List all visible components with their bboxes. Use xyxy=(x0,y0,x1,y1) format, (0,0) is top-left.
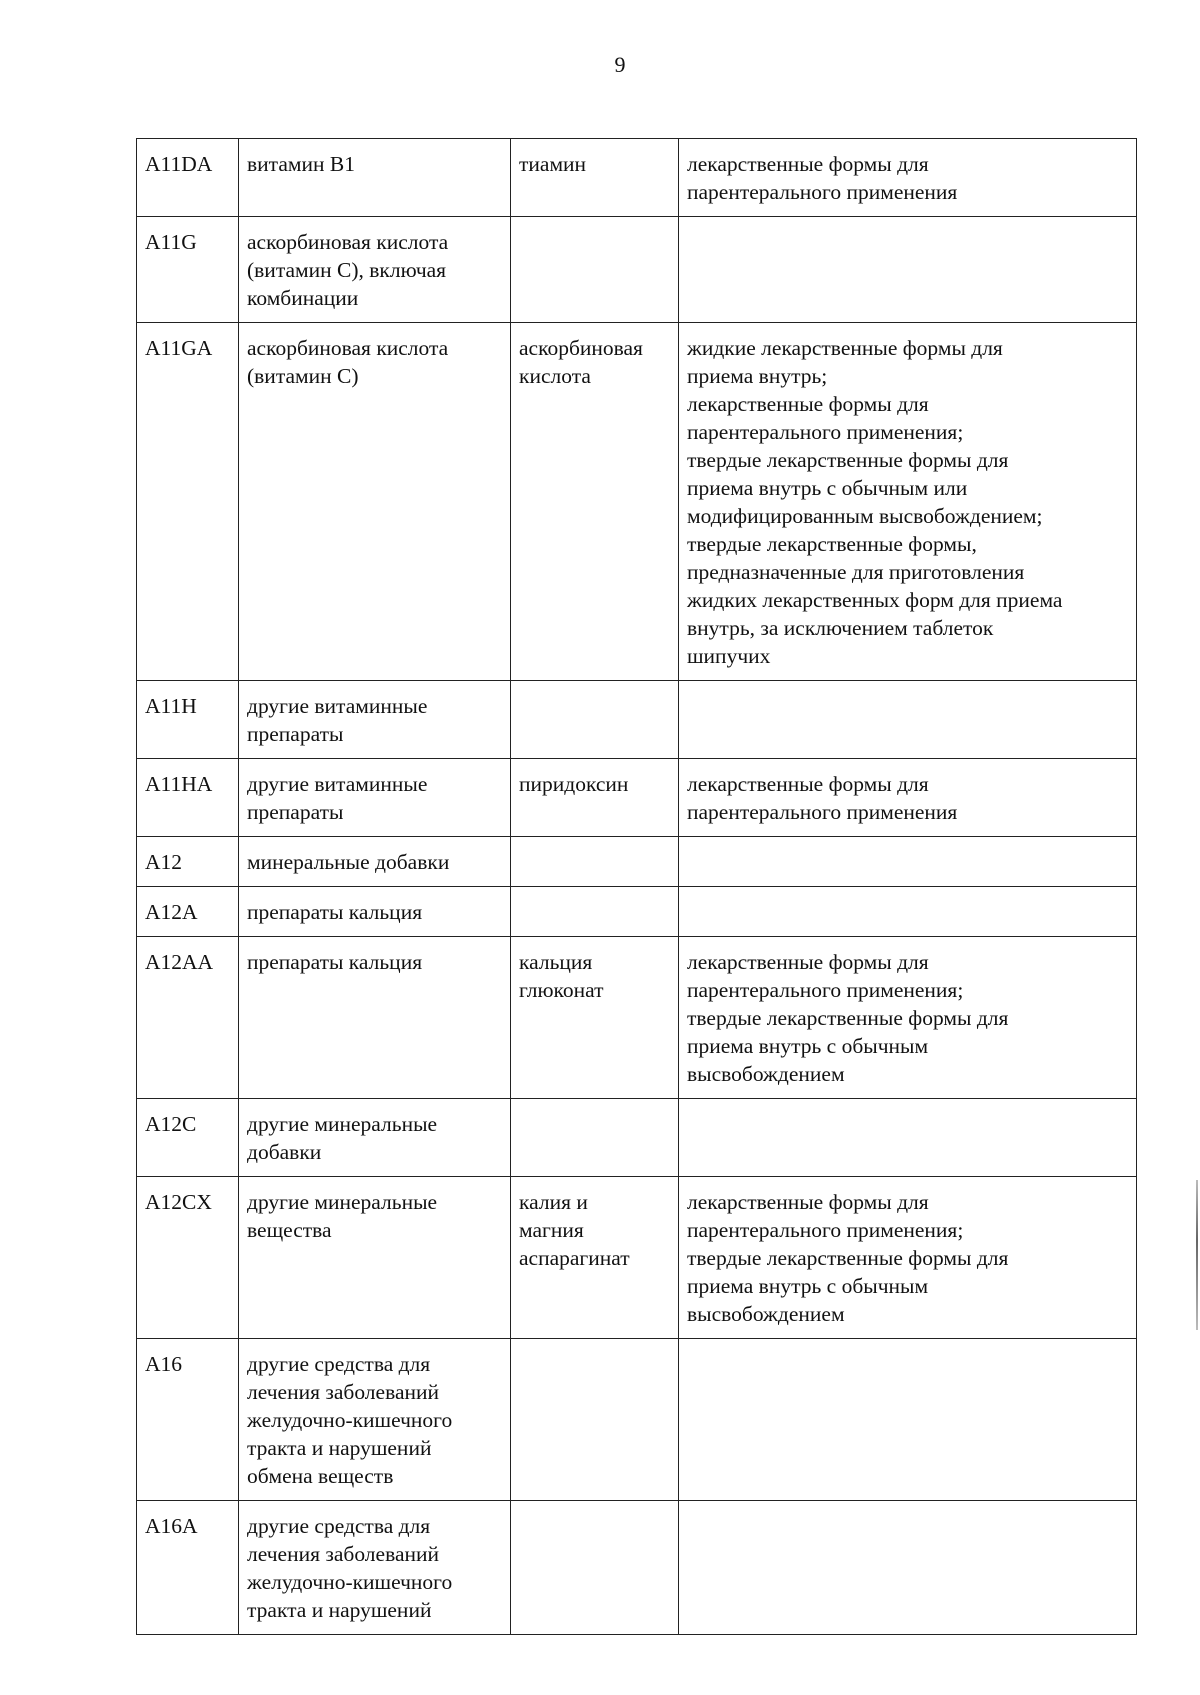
atc-code-cell: A16 xyxy=(137,1339,239,1501)
drug-name-cell: калия и магния аспарагинат xyxy=(511,1177,679,1339)
dosage-form-cell xyxy=(679,1339,1137,1501)
group-cell: другие минеральные добавки xyxy=(239,1099,511,1177)
dosage-form-cell xyxy=(679,1501,1137,1635)
group-cell: минеральные добавки xyxy=(239,837,511,887)
drug-list-table xyxy=(136,138,1137,1635)
group-cell: другие средства для лечения заболеваний желудочно-кишечного тракта и нарушений xyxy=(239,1501,511,1635)
group-cell: препараты кальция xyxy=(239,887,511,937)
group-cell: витамин B1 xyxy=(239,139,511,217)
table-row xyxy=(137,759,1137,837)
group-cell: другие минеральные вещества xyxy=(239,1177,511,1339)
table-row xyxy=(137,937,1137,1099)
dosage-form-cell xyxy=(679,837,1137,887)
drug-name-cell: аскорбиновая кислота xyxy=(511,323,679,681)
atc-code-cell: A16A xyxy=(137,1501,239,1635)
drug-name-cell: тиамин xyxy=(511,139,679,217)
dosage-form-cell: лекарственные формы для парентерального применения xyxy=(679,139,1137,217)
drug-name-cell: пиридоксин xyxy=(511,759,679,837)
group-cell: аскорбиновая кислота (витамин C) xyxy=(239,323,511,681)
table-row xyxy=(137,323,1137,681)
table-row xyxy=(137,139,1137,217)
drug-name-cell xyxy=(511,887,679,937)
dosage-form-cell: жидкие лекарственные формы для приема внутрь; лекарственные формы для парентерального применения; твердые лекарственные формы для приема внутрь с обычным или модифицированным высвобождением; твердые лекарственные формы, предназначенные для приготовления жидких лекарственных форм для приема внутрь, за исключением таблеток шипучих xyxy=(679,323,1137,681)
table-row xyxy=(137,887,1137,937)
page-number: 9 xyxy=(614,52,626,77)
drug-name-cell xyxy=(511,681,679,759)
drug-name-cell xyxy=(511,217,679,323)
atc-code-cell: A12C xyxy=(137,1099,239,1177)
dosage-form-cell: лекарственные формы для парентерального применения xyxy=(679,759,1137,837)
atc-code-cell: A12 xyxy=(137,837,239,887)
group-cell: другие витаминные препараты xyxy=(239,759,511,837)
dosage-form-cell xyxy=(679,887,1137,937)
atc-code-cell: A11GA xyxy=(137,323,239,681)
table-row xyxy=(137,1501,1137,1635)
group-cell: другие средства для лечения заболеваний желудочно-кишечного тракта и нарушений обмена веществ xyxy=(239,1339,511,1501)
atc-code-cell: A11H xyxy=(137,681,239,759)
table-row xyxy=(137,837,1137,887)
table-row xyxy=(137,1339,1137,1501)
dosage-form-cell xyxy=(679,681,1137,759)
atc-code-cell: A12AA xyxy=(137,937,239,1099)
table-row xyxy=(137,681,1137,759)
table-row xyxy=(137,217,1137,323)
dosage-form-cell: лекарственные формы для парентерального применения; твердые лекарственные формы для приема внутрь с обычным высвобождением xyxy=(679,937,1137,1099)
atc-code-cell: A11DA xyxy=(137,139,239,217)
table-row xyxy=(137,1099,1137,1177)
atc-code-cell: A12CX xyxy=(137,1177,239,1339)
dosage-form-cell: лекарственные формы для парентерального применения; твердые лекарственные формы для приема внутрь с обычным высвобождением xyxy=(679,1177,1137,1339)
table-row xyxy=(137,1177,1137,1339)
drug-name-cell: кальция глюконат xyxy=(511,937,679,1099)
dosage-form-cell xyxy=(679,1099,1137,1177)
drug-name-cell xyxy=(511,1099,679,1177)
atc-code-cell: A11HA xyxy=(137,759,239,837)
atc-code-cell: A12A xyxy=(137,887,239,937)
group-cell: другие витаминные препараты xyxy=(239,681,511,759)
scan-edge-mark xyxy=(1196,1180,1198,1330)
group-cell: препараты кальция xyxy=(239,937,511,1099)
group-cell: аскорбиновая кислота (витамин C), включая комбинации xyxy=(239,217,511,323)
atc-code-cell: A11G xyxy=(137,217,239,323)
dosage-form-cell xyxy=(679,217,1137,323)
drug-name-cell xyxy=(511,1501,679,1635)
drug-name-cell xyxy=(511,837,679,887)
drug-name-cell xyxy=(511,1339,679,1501)
